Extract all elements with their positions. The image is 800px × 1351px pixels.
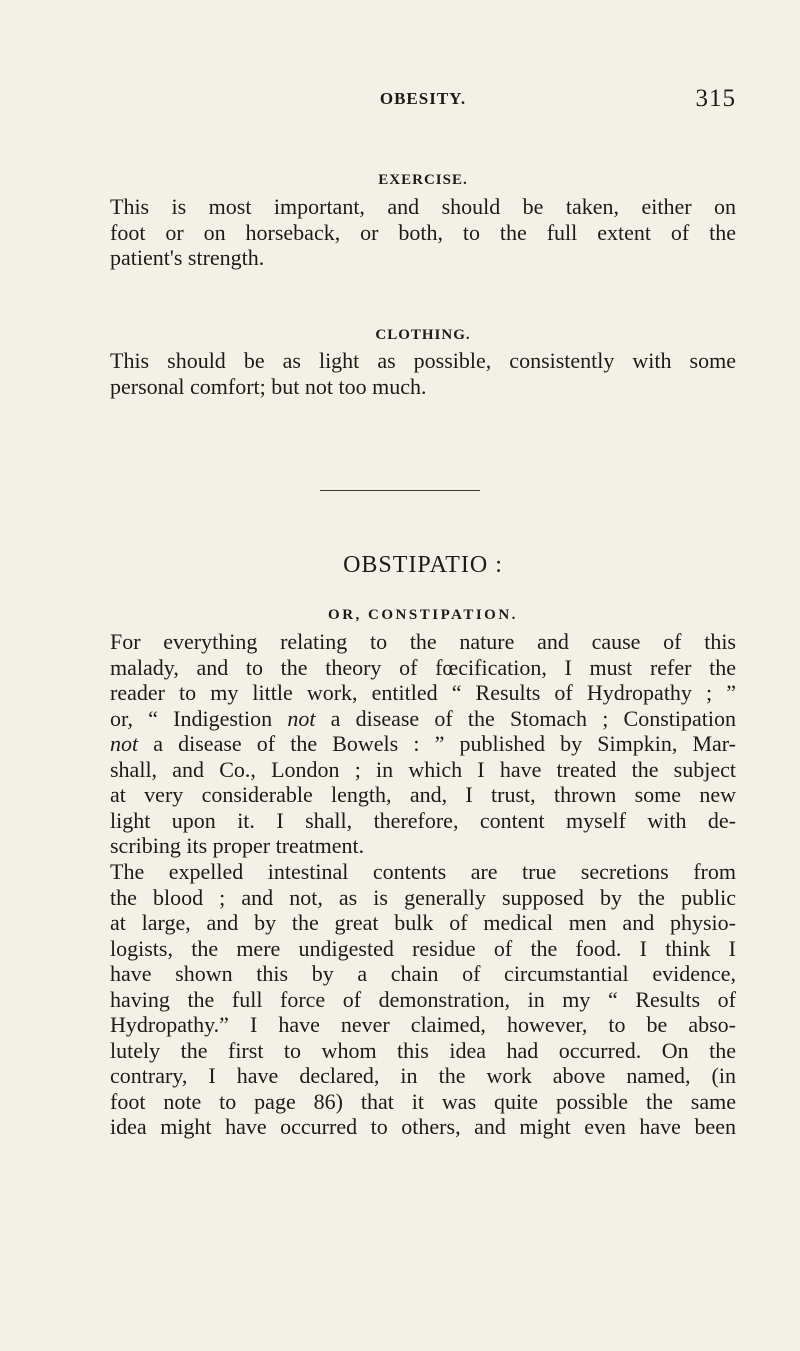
- text-line: This is most important, and should be taken, either on: [110, 194, 736, 219]
- text-line: foot note to page 86) that it was quite possible the same: [110, 1088, 736, 1114]
- text-line: logists, the mere undigested residue of the food. I think I: [110, 935, 736, 961]
- text-line: lutely the first to whom this idea had occurred. On the: [110, 1037, 736, 1063]
- text-line: The expelled intestinal contents are true secretions from: [110, 859, 736, 884]
- text-line: [110, 706, 736, 732]
- text-line: at very considerable length, and, I trust, thrown some new: [110, 782, 736, 807]
- text-line: at large, and by the great bulk of medical men and physio-: [110, 910, 736, 935]
- section-divider: [320, 490, 480, 491]
- text-line: For everything relating to the nature and cause of this: [110, 629, 736, 654]
- section-heading-clothing: CLOTHING.: [375, 327, 471, 343]
- text-line: Hydropathy.” I have never claimed, however, to be abso-: [110, 1012, 736, 1037]
- exercise-paragraph: [110, 194, 736, 271]
- section-heading-exercise: EXERCISE.: [378, 172, 468, 188]
- running-head: [110, 85, 736, 119]
- text-line: personal comfort; but not too much.: [110, 373, 427, 399]
- text-line: patient's strength.: [110, 245, 265, 270]
- text-line: idea might have occurred to others, and might even have been: [110, 1114, 736, 1139]
- text-line: This should be as light as possible, consistently with some: [110, 348, 736, 373]
- chapter-title: OBSTIPATIO :: [343, 552, 503, 578]
- constipation-paragraph-1: [110, 629, 736, 859]
- text-line: shall, and Co., London ; in which I have treated the subject: [110, 756, 736, 782]
- text-line: reader to my little work, entitled “ Results of Hydropathy ; ”: [110, 680, 736, 705]
- page-number: 315: [695, 85, 736, 112]
- text-fragment: a disease of the Stomach ; Constipation: [315, 705, 736, 731]
- text-line: scribing its proper treatment.: [110, 833, 365, 858]
- text-fragment: or, “ Indigestion: [110, 705, 288, 731]
- text-line: have shown this by a chain of circumstantial evidence,: [110, 961, 736, 986]
- chapter-subtitle: OR, CONSTIPATION.: [328, 607, 518, 623]
- text-line: having the full force of demonstration, in my “ Results of: [110, 986, 736, 1012]
- text-line: [110, 731, 736, 757]
- constipation-paragraph-2: [110, 859, 736, 1140]
- italic-emphasis: not: [110, 731, 139, 756]
- text-fragment: a disease of the Bowels : ” published by Simpkin, Mar-: [138, 731, 736, 756]
- text-line: contrary, I have declared, in the work above named, (in: [110, 1063, 736, 1088]
- text-line: foot or on horseback, or both, to the full extent of the: [110, 219, 736, 245]
- clothing-paragraph: [110, 348, 736, 399]
- italic-emphasis: not: [287, 705, 316, 731]
- running-title: OBESITY.: [379, 89, 467, 108]
- text-line: the blood ; and not, as is generally supposed by the public: [110, 884, 736, 910]
- text-line: malady, and to the theory of fœcification, I must refer the: [110, 654, 736, 680]
- text-line: light upon it. I shall, therefore, content myself with de-: [110, 807, 736, 833]
